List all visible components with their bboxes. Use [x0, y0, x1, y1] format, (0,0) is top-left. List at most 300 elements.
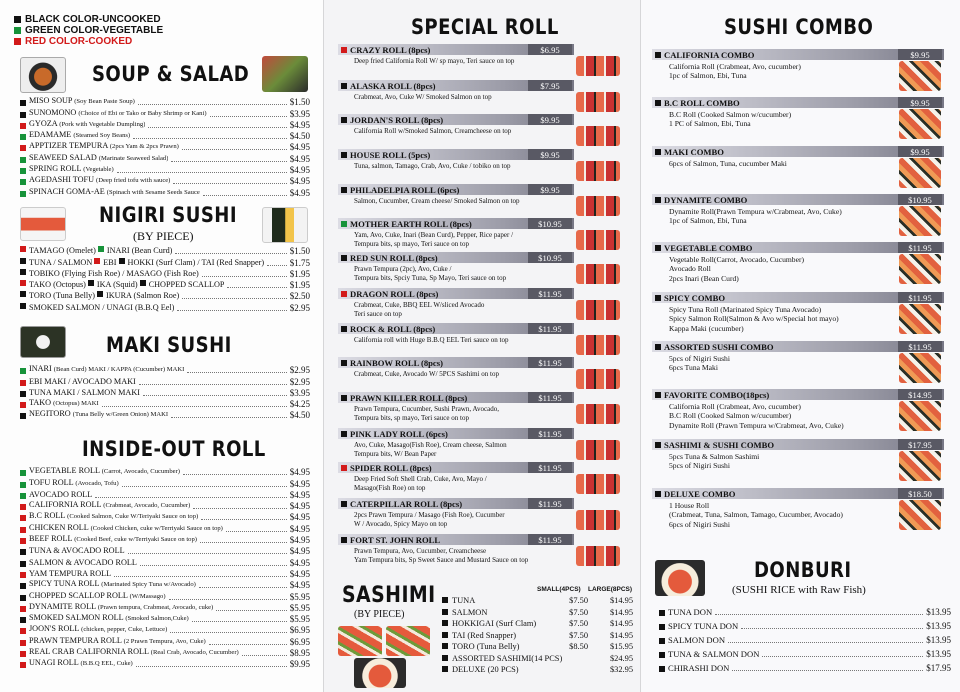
legend-black: BLACK COLOR-UNCOOKED	[14, 14, 163, 25]
leader-dots	[200, 542, 287, 543]
color-bullet	[442, 643, 448, 649]
roll-photo	[576, 92, 620, 112]
menu-item	[20, 268, 310, 279]
roll-description-line: California Roll w/Smoked Salmon, Creamcheese on top	[354, 127, 512, 135]
color-bullet	[20, 269, 26, 275]
leader-dots	[173, 183, 286, 184]
leader-dots	[117, 172, 287, 173]
item-part: SMOKED SALMON / UNAGI (B.B.Q Eel)	[29, 302, 175, 312]
item-title: SPICY TUNA ROLL	[29, 579, 100, 589]
color-bullet	[20, 402, 26, 408]
combo-description-line: 1pc of Salmon, Ebi, Tuna	[669, 71, 747, 81]
roll-name: PRAWN KILLER ROLL (8pcs)	[350, 392, 468, 403]
roll-description-line: Tempura bits, Spciy Tuna, Sp Mayo, Teri sauce on top	[354, 273, 507, 282]
roll-photo	[576, 369, 620, 389]
color-bullet	[20, 640, 26, 646]
menu-item	[20, 119, 310, 130]
leader-dots	[183, 474, 287, 475]
combo-name-bar	[652, 194, 944, 205]
roll-price: $6.95	[528, 44, 572, 55]
combo-name: B.C ROLL COMBO	[664, 97, 740, 108]
donburi-item	[659, 645, 951, 659]
nigiri-subtitle: (BY PIECE)	[133, 229, 194, 243]
item-name	[29, 141, 179, 152]
item-price: $6.95	[289, 625, 310, 636]
color-bullet	[20, 561, 26, 567]
roll-name-bar	[338, 149, 574, 160]
color-bullet	[341, 117, 347, 123]
roll-description	[354, 93, 492, 102]
combo-name-bar	[652, 146, 944, 157]
leader-dots	[216, 610, 287, 611]
leader-dots	[139, 384, 287, 385]
item-price: $2.95	[289, 365, 310, 376]
item-title: SUNOMONO	[29, 107, 77, 117]
roll-price: $9.95	[528, 149, 572, 160]
color-bullet	[20, 572, 26, 578]
sashimi-small-price: $8.50	[569, 642, 588, 651]
roll-description	[354, 511, 505, 528]
color-bullet	[20, 628, 26, 634]
item-price: $1.50	[289, 97, 310, 108]
roll-name-bar	[338, 498, 574, 509]
leader-dots	[177, 310, 286, 311]
item-title: UNAGI ROLL	[29, 658, 79, 668]
roll-price: $9.95	[528, 114, 572, 125]
item-price: $17.95	[926, 663, 951, 673]
combo-photo	[899, 61, 941, 91]
item-price: $3.95	[289, 387, 310, 398]
sashimi-name: DELUXE (20 PCS)	[452, 665, 519, 674]
item-name	[29, 490, 92, 500]
item-price: $4.95	[289, 546, 310, 557]
item-name	[29, 364, 184, 375]
item-part: TUNA / SALMON	[29, 257, 93, 267]
leader-dots	[122, 486, 287, 487]
roll-name: SPIDER ROLL (8pcs)	[350, 462, 432, 473]
menu-item	[20, 387, 310, 398]
item-price: $4.95	[289, 501, 310, 512]
menu-item	[20, 130, 310, 141]
item-description: (Cooked Beef, cuke w/Terriyaki Sauce on top)	[74, 536, 197, 544]
color-bullet	[97, 291, 103, 297]
color-bullet	[88, 280, 94, 286]
roll-name-bar	[338, 534, 574, 545]
roll-price: $11.95	[528, 534, 572, 545]
leader-dots	[199, 587, 287, 588]
combo-name: CALIFORNIA COMBO	[664, 49, 755, 60]
menu-item	[20, 635, 310, 646]
menu-item	[20, 245, 310, 256]
roll-description-line: Crabmeat, Cuke, Avocado W/ 5PCS Sashimi on top	[354, 370, 499, 378]
leader-dots	[175, 253, 286, 254]
color-bullet	[655, 245, 661, 251]
roll-photo	[576, 546, 620, 566]
roll-description-line: California roll with Huge B.B.Q EEL Teri sauce on top	[354, 336, 509, 344]
color-bullet	[20, 112, 26, 118]
item-description: (Steamed Soy Beans)	[73, 132, 131, 140]
roll-description	[354, 57, 514, 66]
roll-photo	[576, 56, 620, 76]
sashimi-large-price: $14.95	[609, 607, 633, 617]
roll-description	[354, 547, 528, 564]
item-description: (Real Crab, Avocado, Cucumber)	[150, 649, 239, 657]
leader-dots	[114, 576, 287, 577]
roll-description-line: 2pcs Prawn Tempura / Masago (Fish Roe), Cucumber	[354, 511, 505, 519]
color-bullet	[20, 168, 26, 174]
item-price: $2.50	[289, 291, 310, 302]
item-title: NEGITORO	[29, 409, 71, 419]
combo-price: $11.95	[898, 341, 942, 352]
item-title: REAL CRAB CALIFORNIA ROLL	[29, 647, 149, 657]
combo-description	[669, 255, 804, 283]
roll-description	[354, 441, 507, 458]
color-bullet	[659, 610, 665, 616]
item-name	[29, 636, 206, 647]
combo-photo	[899, 500, 941, 530]
leader-dots	[226, 531, 287, 532]
roll-photo	[576, 161, 620, 181]
leader-dots	[169, 599, 287, 600]
item-price: $5.95	[289, 602, 310, 613]
combo-photo	[899, 401, 941, 431]
color-bullet	[341, 537, 347, 543]
item-price: $4.95	[289, 489, 310, 500]
soup-salad-list	[20, 96, 310, 198]
menu-item	[20, 164, 310, 175]
roll-name: RED SUN ROLL (8pcs)	[350, 252, 438, 263]
item-price: $1.95	[289, 280, 310, 291]
combo-description-line: Kappa Maki (cucumber)	[669, 323, 744, 333]
color-bullet	[20, 595, 26, 601]
roll-description	[354, 127, 511, 136]
roll-name: RAINBOW ROLL (8pcs)	[350, 357, 443, 368]
item-name	[29, 108, 207, 119]
sashimi-name: SALMON	[452, 607, 488, 617]
combo-price: $17.95	[898, 439, 942, 450]
item-title: PRAWN TEMPURA ROLL	[29, 635, 122, 645]
leader-dots	[267, 265, 287, 266]
roll-name: JORDAN'S ROLL (8pcs)	[350, 114, 444, 125]
roll-name: PHILADELPIA ROLL (6pcs)	[350, 184, 460, 195]
color-bullet	[442, 620, 448, 626]
sashimi-large-price: $14.95	[609, 630, 633, 640]
item-title: SEAWEED SALAD	[29, 152, 97, 162]
color-bullet	[140, 280, 146, 286]
menu-item	[20, 613, 310, 624]
item-name	[29, 558, 137, 568]
roll-description	[354, 405, 499, 422]
donburi-subtitle: (SUSHI RICE with Raw Fish)	[732, 584, 866, 596]
color-bullet	[655, 344, 661, 350]
roll-description-line: Avo, Cuke, Masago(Fish Roe), Cream cheese, Salmon	[354, 441, 507, 449]
nigiri-title: NIGIRI SUSHI	[99, 203, 237, 227]
item-title: EDAMAME	[29, 130, 72, 140]
menu-item	[20, 256, 310, 267]
menu-item	[20, 511, 310, 522]
combo-description-line: 1 PC of Salmon, Ebi, Tuna	[669, 119, 751, 129]
sashimi-name: TORO (Tuna Belly)	[452, 642, 520, 651]
combo-description-line: 6pcs of Salmon, Tuna, cucumber Maki	[669, 159, 787, 168]
item-description: (Marinate Seaweed Salad)	[98, 154, 169, 162]
combo-photo	[899, 158, 941, 188]
menu-item	[20, 602, 310, 613]
color-bullet	[341, 187, 347, 193]
item-name	[29, 546, 125, 556]
item-name	[20, 258, 264, 268]
leader-dots	[762, 656, 923, 657]
leader-dots	[242, 655, 287, 656]
legend-green: GREEN COLOR-VEGETABLE	[14, 25, 163, 36]
roll-photo	[576, 300, 620, 320]
item-description: (Pork with Vegetable Dumpling)	[59, 120, 146, 128]
combo-description-line: Spicy Tuna Roll (Marinated Spicy Tuna Avocado)	[669, 305, 822, 314]
item-part: EBI	[103, 257, 117, 267]
roll-name: CATERPILLAR ROLL (8pcs)	[350, 498, 463, 509]
leader-dots	[187, 372, 286, 373]
combo-price: $14.95	[898, 389, 942, 400]
item-name	[20, 291, 179, 301]
sashimi-large-price: $32.95	[609, 665, 633, 674]
color-bullet	[20, 482, 26, 488]
color-bullet	[442, 609, 448, 615]
combo-price: $9.95	[898, 146, 942, 157]
combo-name-bar	[652, 488, 944, 499]
item-description: (Prawn tempura, Crabmeat, Avocado, cuke)	[97, 603, 214, 611]
item-name	[20, 246, 172, 256]
item-price: $4.50	[289, 131, 310, 142]
item-title: B.C ROLL	[29, 511, 66, 521]
item-title: SALMON & AVOCADO ROLL	[29, 557, 137, 567]
leader-dots	[170, 632, 286, 633]
leader-dots	[732, 670, 923, 671]
color-bullet	[659, 666, 665, 672]
roll-description	[354, 475, 487, 492]
nigiri-roll-photo	[262, 207, 308, 243]
item-title: EBI MAKI / AVOCADO MAKI	[29, 376, 136, 386]
combo-description	[669, 501, 843, 529]
menu-item	[20, 647, 310, 658]
item-price: $4.95	[289, 467, 310, 478]
leader-dots	[140, 565, 287, 566]
roll-name-bar	[338, 252, 574, 263]
roll-name: MOTHER EARTH ROLL (8pcs)	[350, 218, 472, 229]
leader-dots	[210, 116, 287, 117]
combo-name: DYNAMITE COMBO	[664, 194, 748, 205]
color-bullet	[20, 291, 26, 297]
combo-description-line: California Roll (Crabmeat, Avo, cucumber)	[669, 62, 801, 71]
roll-name-bar	[338, 80, 574, 91]
leader-dots	[138, 104, 287, 105]
combo-name: FAVORITE COMBO(18pcs)	[664, 389, 770, 400]
combo-name: SASHIMI & SUSHI COMBO	[664, 439, 775, 450]
roll-description-line: Crabmeat, Avo, Cuke W/ Smoked Salmon on top	[354, 93, 492, 101]
item-name	[29, 478, 119, 489]
roll-price: $11.95	[528, 462, 572, 473]
roll-description-line: Deep Fried Soft Shell Crab, Cuke, Avo, Mayo /	[354, 475, 487, 483]
leader-dots	[171, 417, 287, 418]
combo-description-line: Dynamite Roll (Prawn Tempura w/Crabmeat, Avo, Cuke)	[669, 420, 844, 430]
inside-out-title: INSIDE-OUT ROLL	[82, 437, 266, 461]
item-price: $8.95	[289, 648, 310, 659]
combo-name-bar	[652, 49, 944, 60]
item-description: (Choice of Ebi or Tako or Baby Shrimp or Kani)	[78, 109, 207, 117]
color-bullet	[341, 83, 347, 89]
donburi-item	[659, 631, 951, 645]
leader-dots	[201, 519, 287, 520]
roll-description-line: Tuna, salmon, Tamago, Crab, Avo, Cuke / tobiko on top	[354, 162, 511, 170]
donburi-item	[659, 603, 951, 617]
sushi-combo-title: SUSHI COMBO	[724, 15, 874, 39]
sashimi-small-price: $7.50	[569, 596, 588, 605]
combo-description-line: 5pcs of Nigiri Sushi	[669, 461, 730, 471]
item-price: $4.95	[289, 568, 310, 579]
color-bullet	[442, 666, 448, 672]
roll-photo	[576, 404, 620, 424]
combo-name: SPICY COMBO	[664, 292, 726, 303]
roll-description-line: Masago(Fish Roe) on top	[354, 483, 426, 492]
roll-price: $7.95	[528, 80, 572, 91]
item-title: TUNA MAKI / SALMON MAKI	[29, 387, 140, 397]
item-price: $2.95	[289, 302, 310, 313]
item-price: $4.95	[289, 119, 310, 130]
item-name	[29, 388, 140, 398]
item-price: $4.95	[289, 512, 310, 523]
item-title: AVOCADO ROLL	[29, 489, 93, 499]
item-name	[29, 96, 135, 107]
color-bullet	[341, 465, 347, 471]
soup-salad-title: SOUP & SALAD	[92, 62, 250, 86]
combo-description	[669, 354, 730, 373]
color-bullet	[20, 493, 26, 499]
roll-name: CRAZY ROLL (8pcs)	[350, 44, 431, 55]
color-bullet	[655, 392, 661, 398]
item-price: $4.95	[289, 176, 310, 187]
item-price: $13.95	[926, 607, 951, 617]
roll-price: $10.95	[528, 252, 572, 263]
color-bullet	[94, 258, 100, 264]
item-price: $4.95	[289, 165, 310, 176]
roll-name: ROCK & ROLL (8pcs)	[350, 323, 436, 334]
leader-dots	[728, 642, 923, 643]
leader-dots	[202, 276, 287, 277]
roll-name-bar	[338, 288, 574, 299]
combo-name-bar	[652, 97, 944, 108]
sashimi-row	[442, 618, 633, 629]
sashimi-photo-2	[386, 626, 430, 656]
color-bullet	[98, 246, 104, 252]
item-part: TORO (Tuna Belly)	[29, 291, 95, 301]
menu-item	[20, 658, 310, 669]
roll-price: $9.95	[528, 184, 572, 195]
combo-description-line: 2pcs Inari (Bean Curd)	[669, 273, 739, 283]
roll-name-bar	[338, 392, 574, 403]
combo-description	[669, 305, 839, 333]
menu-item	[20, 152, 310, 163]
item-name	[29, 398, 99, 409]
item-description: (Vegetable)	[83, 166, 114, 174]
combo-price: $18.50	[898, 488, 942, 499]
roll-description-line: Deep fried California Roll W/ sp mayo, Teri sauce on top	[354, 57, 515, 65]
item-title: INARI	[29, 364, 52, 374]
item-name: SALMON DON	[668, 635, 726, 645]
item-title: CALIFORNIA ROLL	[29, 500, 102, 510]
roll-name: FORT ST. JOHN ROLL	[350, 534, 441, 545]
item-title: GYOZA	[29, 118, 58, 128]
leader-dots	[128, 553, 287, 554]
sashimi-name: TAI (Red Snapper)	[452, 630, 516, 640]
color-legend	[14, 14, 163, 47]
item-name	[29, 569, 111, 579]
item-name	[29, 187, 200, 198]
roll-description-line: Prawn Tempura, Avo, Cucumber, Creamcheese	[354, 547, 487, 555]
sashimi-row	[442, 595, 633, 606]
middle-panel	[323, 0, 641, 692]
combo-price: $9.95	[898, 49, 942, 60]
combo-name-bar	[652, 389, 944, 400]
color-bullet	[20, 538, 26, 544]
roll-price: $11.95	[528, 392, 572, 403]
roll-name: HOUSE ROLL (5pcs)	[350, 149, 431, 160]
roll-name-bar	[338, 114, 574, 125]
item-description: (W/Massago)	[129, 592, 166, 600]
leader-dots	[715, 614, 923, 615]
combo-description-line: California Roll (Crabmeat, Avo, cucumber)	[669, 402, 801, 411]
combo-description	[669, 402, 844, 430]
roll-description-line: Salmon, Cucumber, Cream cheese/ Smoked Salmon on top	[354, 197, 520, 205]
item-price: $4.95	[289, 535, 310, 546]
item-title: SPRING ROLL	[29, 164, 82, 174]
leader-dots	[148, 127, 286, 128]
roll-description-line: Tempura bits, sp mayo, Teri sauce on top	[354, 413, 469, 422]
item-price: $13.95	[926, 649, 951, 659]
combo-photo	[899, 353, 941, 383]
item-price: $6.95	[289, 636, 310, 647]
leader-dots	[171, 161, 286, 162]
sashimi-name: HOKKIGAI (Surf Clam)	[452, 619, 537, 628]
item-name	[29, 175, 170, 186]
sashimi-large-price: $14.95	[609, 619, 633, 628]
item-description: (Marinated Spicy Tuna w/Avocado)	[101, 581, 196, 589]
item-description: (Smoked Salmon,Cuke)	[125, 615, 189, 623]
leader-dots	[182, 149, 287, 150]
combo-price: $9.95	[898, 97, 942, 108]
roll-description	[354, 162, 511, 171]
color-bullet	[20, 368, 26, 374]
menu-item	[20, 500, 310, 511]
donburi-list	[659, 603, 951, 673]
roll-name-bar	[338, 184, 574, 195]
item-name	[20, 269, 199, 279]
color-bullet	[20, 145, 26, 151]
sashimi-small-price: $7.50	[569, 607, 588, 617]
roll-description-line: Prawn Tempura, Cucumber, Sushi Prawn, Avocado,	[354, 405, 499, 413]
sashimi-subtitle: (BY PIECE)	[354, 609, 405, 620]
color-bullet	[442, 597, 448, 603]
menu-item	[20, 590, 310, 601]
combo-name: MAKI COMBO	[664, 146, 724, 157]
item-description: (Cooked Chicken, cuke w/Terriyaki Sauce on top)	[90, 524, 223, 532]
leader-dots	[133, 138, 287, 139]
menu-item	[20, 398, 310, 409]
combo-price: $10.95	[898, 194, 942, 205]
sashimi-large-price: $24.95	[609, 653, 633, 663]
color-bullet	[119, 258, 125, 264]
item-name	[29, 658, 133, 669]
menu-item	[20, 96, 310, 107]
sashimi-name: ASSORTED SASHIMI(14 PCS)	[452, 653, 563, 663]
color-bullet	[341, 501, 347, 507]
